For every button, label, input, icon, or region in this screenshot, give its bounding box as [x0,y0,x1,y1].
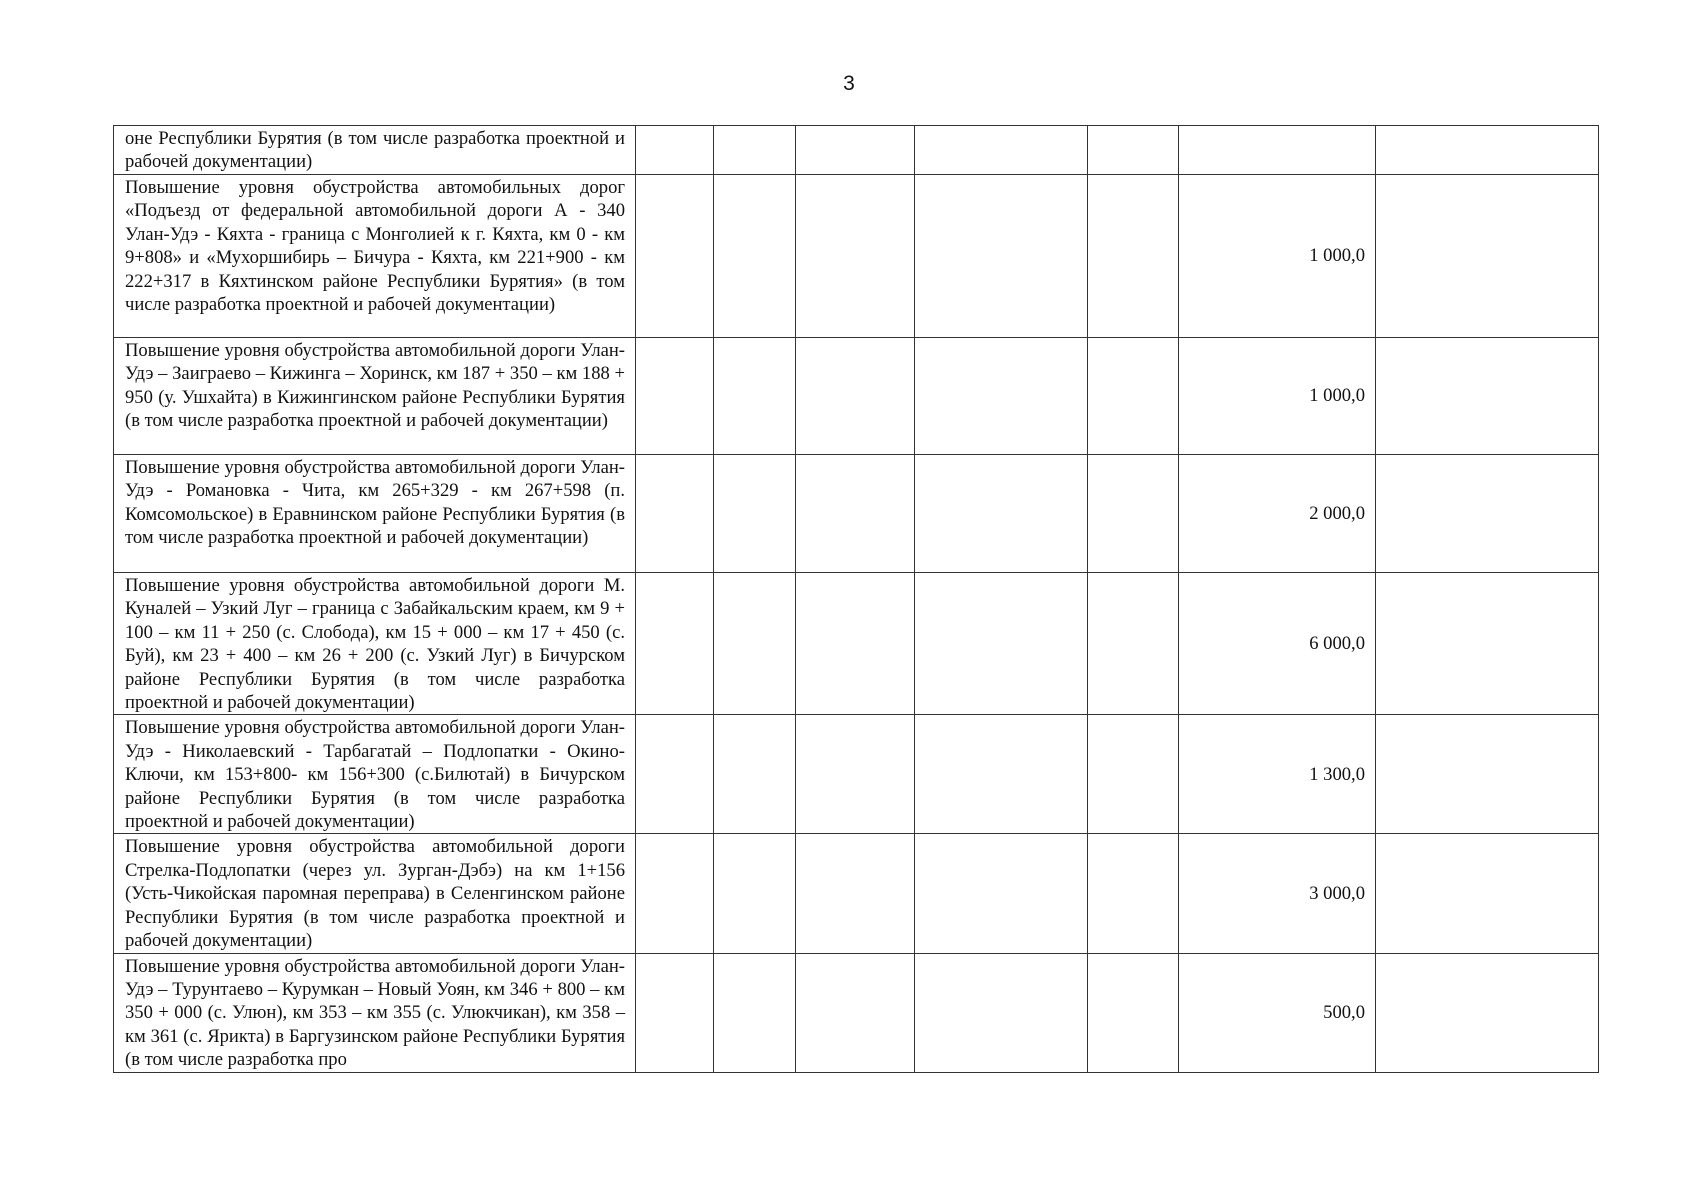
empty-cell [1376,573,1599,715]
empty-cell [1376,338,1599,455]
empty-cell [915,338,1088,455]
empty-cell [714,953,796,1072]
table-row [114,126,1599,175]
empty-cell [1376,126,1599,175]
empty-cell [1088,338,1179,455]
empty-cell [636,834,714,953]
row-description: Повышение уровня обустройства автомобильной дороги Улан-Удэ – Турунтаево – Курумкан – Новый Уоян, км 346 + 800 – км 350 + 000 (с. Улюн), км 353 – км 355 (с. Улюкчикан), км 358 – км 361 (с. Ярикта) в Баргузинском районе Республики Бурятия (в том числе разработка про [114,953,636,1072]
row-amount: 3 000,0 [1179,834,1376,953]
empty-cell [1376,715,1599,834]
empty-cell [915,573,1088,715]
empty-cell [636,573,714,715]
row-amount: 2 000,0 [1179,455,1376,573]
empty-cell [1376,455,1599,573]
empty-cell [636,338,714,455]
table-row [114,175,1599,338]
empty-cell [714,715,796,834]
empty-cell [1088,573,1179,715]
empty-cell [915,455,1088,573]
empty-cell [1376,953,1599,1072]
empty-cell [636,715,714,834]
empty-cell [636,455,714,573]
empty-cell [796,175,915,338]
row-amount: 6 000,0 [1179,573,1376,715]
empty-cell [796,338,915,455]
empty-cell [796,126,915,175]
row-amount: 500,0 [1179,953,1376,1072]
empty-cell [1088,834,1179,953]
row-description: Повышение уровня обустройства автомобильной дороги Улан-Удэ - Николаевский - Тарбагатай – Подлопатки - Окино-Ключи, км 153+800- км 156+300 (с.Билютай) в Бичурском районе Республики Бурятия (в том числе разработка проектной и рабочей документации) [114,715,636,834]
budget-table [113,125,1599,1073]
empty-cell [796,953,915,1072]
empty-cell [1376,834,1599,953]
empty-cell [714,338,796,455]
empty-cell [1088,455,1179,573]
empty-cell [714,126,796,175]
table-row [114,573,1599,715]
empty-cell [796,834,915,953]
row-amount: 1 000,0 [1179,338,1376,455]
empty-cell [1088,126,1179,175]
empty-cell [1088,715,1179,834]
empty-cell [915,715,1088,834]
row-description: Повышение уровня обустройства автомобильной дороги Улан-Удэ – Заиграево – Кижинга – Хоринск, км 187 + 350 – км 188 + 950 (у. Ушхайта) в Кижингинском районе Республики Бурятия (в том числе разработка проектной и рабочей документации) [114,338,636,455]
empty-cell [796,715,915,834]
table-row [114,715,1599,834]
row-description: оне Республики Бурятия (в том числе разработка проектной и рабочей документации) [114,126,636,175]
empty-cell [1088,953,1179,1072]
empty-cell [1376,175,1599,338]
row-description: Повышение уровня обустройства автомобильной дороги Улан-Удэ - Романовка - Чита, км 265+329 - км 267+598 (п. Комсомольское) в Еравнинском районе Республики Бурятия (в том числе разработка проектной и рабочей документации) [114,455,636,573]
empty-cell [796,573,915,715]
empty-cell [714,175,796,338]
empty-cell [636,953,714,1072]
empty-cell [636,126,714,175]
empty-cell [1088,175,1179,338]
page-number: 3 [843,72,855,95]
empty-cell [714,573,796,715]
table-row [114,834,1599,953]
empty-cell [714,834,796,953]
row-amount: 1 000,0 [1179,175,1376,338]
row-amount: 1 300,0 [1179,715,1376,834]
row-description: Повышение уровня обустройства автомобильной дороги М. Куналей – Узкий Луг – граница с Забайкальским краем, км 9 + 100 – км 11 + 250 (с. Слобода), км 15 + 000 – км 17 + 450 (с. Буй), км 23 + 400 – км 26 + 200 (с. Узкий Луг) в Бичурском районе Республики Бурятия (в том числе разработка проектной и рабочей документации) [114,573,636,715]
row-description: Повышение уровня обустройства автомобильной дороги Стрелка-Подлопатки (через ул. Зурган-Дэбэ) на км 1+156 (Усть-Чикойская паромная переправа) в Селенгинском районе Республики Бурятия (в том числе разработка проектной и рабочей документации) [114,834,636,953]
table-row [114,953,1599,1072]
empty-cell [915,953,1088,1072]
table-row [114,338,1599,455]
empty-cell [915,126,1088,175]
row-description: Повышение уровня обустройства автомобильных дорог «Подъезд от федеральной автомобильной дороги А - 340 Улан-Удэ - Кяхта - граница с Монголией к г. Кяхта, км 0 - км 9+808» и «Мухоршибирь – Бичура - Кяхта, км 221+900 - км 222+317 в Кяхтинском районе Республики Бурятия» (в том числе разработка проектной и рабочей документации) [114,175,636,338]
empty-cell [714,455,796,573]
empty-cell [915,834,1088,953]
table-row [114,455,1599,573]
empty-cell [796,455,915,573]
empty-cell [636,175,714,338]
row-amount [1179,126,1376,175]
empty-cell [915,175,1088,338]
